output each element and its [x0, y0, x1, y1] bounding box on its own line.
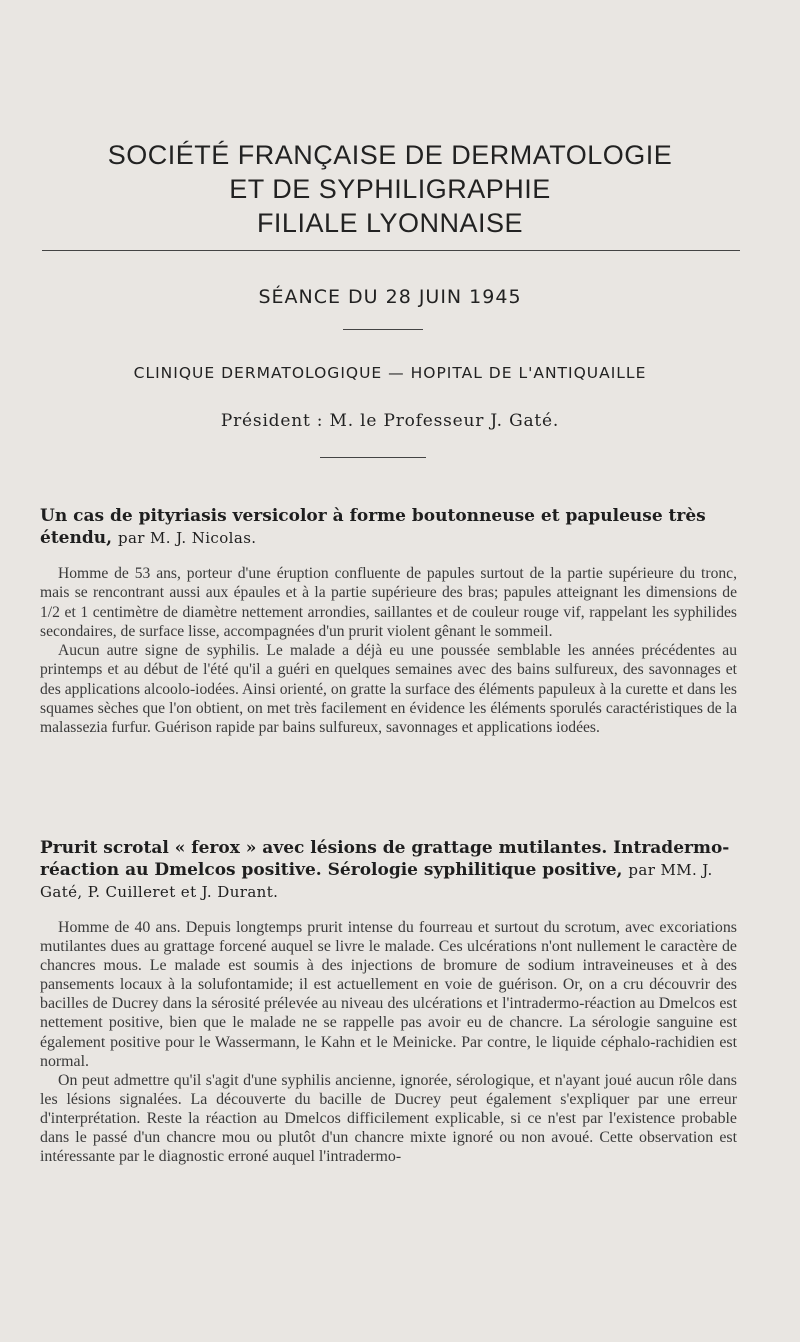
- article-1-authors: par M. J. Nicolas.: [117, 529, 257, 547]
- society-line-3: FILIALE LYONNAISE: [256, 208, 524, 238]
- article-2-authors: par MM. J. Gaté, P. Cuilleret et J. Durant.: [40, 861, 713, 901]
- article-2-body: [40, 918, 737, 1166]
- header-divider: [42, 250, 740, 251]
- president-line: Président : M. le Professeur J. Gaté.: [220, 411, 560, 431]
- article-1-title-text: Un cas de pityriasis versicolor à forme boutonneuse et papuleuse très étendu,: [40, 506, 706, 548]
- clinic-heading: CLINIQUE DERMATOLOGIQUE — HOPITAL DE L'ANTIQUAILLE: [133, 364, 647, 382]
- seance-date: SÉANCE DU 28 JUIN 1945: [258, 286, 522, 308]
- society-line-1: SOCIÉTÉ FRANÇAISE DE DERMATOLOGIE: [107, 140, 673, 170]
- article-2-title: [40, 837, 740, 903]
- short-divider-1: [343, 329, 423, 330]
- article-2-title-text: Prurit scrotal « ferox » avec lésions de grattage mutilantes. Intradermo-réaction au Dmelcos positive. Sérologie syphilitique positive,: [40, 838, 730, 880]
- article-2-paragraph: On peut admettre qu'il s'agit d'une syphilis ancienne, ignorée, sérologique, et n'ayant joué aucun rôle dans les lésions signalées. La découverte du bacille de Ducrey peut également s'expliquer par une erreur d'interprétation. Reste la réaction au Dmelcos difficilement explicable, si ce n'est par l'existence probable dans le passé d'un chancre mou ou plutôt d'un chancre mixte ignoré ou non avoué. Cette observation est intéressante par le diagnostic erroné auquel l'intradermo-: [40, 1071, 737, 1166]
- society-line-2: ET DE SYPHILIGRAPHIE: [229, 174, 551, 204]
- society-heading: [0, 138, 780, 240]
- article-1-paragraph: Aucun autre signe de syphilis. Le malade a déjà eu une poussée semblable les années précédentes au printemps et au début de l'été qu'il a guéri en quelques semaines avec des bains sulfureux, des savonnages et des applications alcoolo-iodées. Ainsi orienté, on gratte la surface des éléments papuleux à la curette et dans les squames sèches que l'on obtient, on met très facilement en évidence les éléments sporulés caractéristiques de la malassezia furfur. Guérison rapide par bains sulfureux, savonnages et applications iodées.: [40, 642, 737, 737]
- short-divider-2: [320, 457, 426, 458]
- article-1-title: [40, 505, 740, 549]
- article-2-paragraph: Homme de 40 ans. Depuis longtemps prurit intense du fourreau et surtout du scrotum, avec excoriations mutilantes dues au grattage forcené auquel se livre le malade. Ces ulcérations n'ont nullement le caractère de chancres mous. Le malade est soumis à des injections de bromure de sodium intraveineuses et à des pansements locaux à la solufontamide; il est actuellement en voie de guérison. Or, on a cru découvrir des bacilles de Ducrey dans la sérosité prélevée au niveau des ulcérations et l'intradermo-réaction au Dmelcos est nettement positive, bien que le malade ne se rappelle pas avoir eu de chancre. La sérologie sanguine est également positive pour le Wassermann, le Kahn et le Meinicke. Par contre, le liquide céphalo-rachidien est normal.: [40, 919, 737, 1070]
- article-1-paragraph: Homme de 53 ans, porteur d'une éruption confluente de papules surtout de la partie supérieure du tronc, mais se rencontrant aussi aux épaules et à la partie supérieure des bras; papules atteignant les dimensions de 1/2 et 1 centimètre de diamètre nettement arrondies, saillantes et de couleur rouge vif, rappelant les syphilides secondaires, de surface lisse, accompagnées d'un prurit violent gênant le sommeil.: [40, 565, 737, 640]
- article-1-body: [40, 564, 737, 738]
